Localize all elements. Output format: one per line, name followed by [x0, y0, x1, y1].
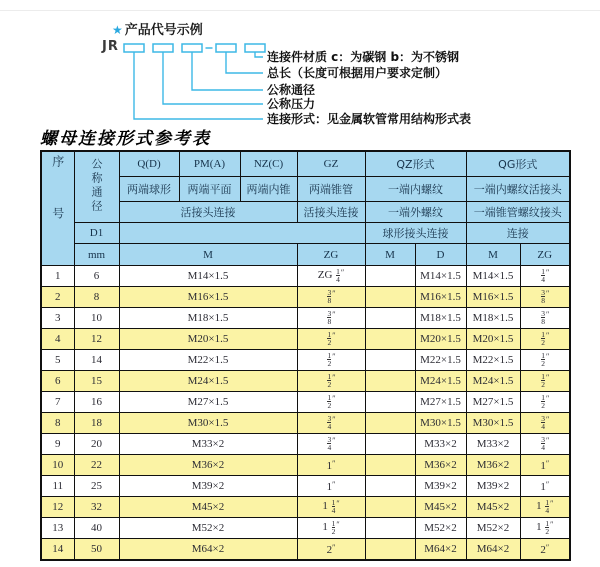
cell-qg-m: M16×1.5: [466, 287, 520, 308]
header-pm-code: PM(A): [179, 151, 240, 177]
header-d1: D1: [74, 223, 119, 244]
cell-thread-m: M45×2: [119, 497, 297, 518]
cell-gz-zg: $\frac{1}{2}$ ″: [297, 350, 365, 371]
cell-qg-zg: 1 $\frac{1}{2}$ ″: [520, 518, 570, 539]
header-qz-row3: 一端外螺纹: [365, 202, 466, 223]
header-union-conn: 活接头连接: [119, 202, 297, 223]
table-row: [41, 518, 570, 539]
header-qz-row2: 一端内螺纹: [365, 177, 466, 202]
table-row: [41, 497, 570, 518]
header-row-1: [41, 151, 570, 177]
cell-qz-m: [365, 392, 415, 413]
cell-gz-zg: 2″: [297, 539, 365, 561]
cell-seq: 13: [41, 518, 74, 539]
code-box-3: [182, 44, 202, 52]
connector-line-length: [226, 52, 263, 73]
header-q-code: Q(D): [119, 151, 179, 177]
table-row: [41, 476, 570, 497]
cell-gz-zg: $\frac{3}{4}$ ″: [297, 434, 365, 455]
connector-line-diameter: [192, 52, 263, 90]
header-nz-code: NZ(C): [240, 151, 297, 177]
cell-qz-d: M14×1.5: [415, 266, 466, 287]
diagram-label-diameter: 公称通径: [267, 83, 316, 97]
cell-dn: 14: [74, 350, 119, 371]
header-gz-conn: 活接头连接: [297, 202, 365, 223]
connector-line-connection: [134, 52, 263, 119]
header-row-2: [41, 177, 570, 202]
cell-gz-zg: $\frac{1}{2}$ ″: [297, 329, 365, 350]
cell-qg-m: M14×1.5: [466, 266, 520, 287]
header-qg-title: QG形式: [466, 151, 570, 177]
cell-gz-zg: $\frac{1}{2}$ ″: [297, 371, 365, 392]
cell-thread-m: M33×2: [119, 434, 297, 455]
cell-qz-m: [365, 266, 415, 287]
cell-seq: 6: [41, 371, 74, 392]
cell-qz-d: M22×1.5: [415, 350, 466, 371]
header-qg-row4: 连接: [466, 223, 570, 244]
cell-gz-zg: 1″: [297, 455, 365, 476]
cell-thread-m: M27×1.5: [119, 392, 297, 413]
cell-seq: 8: [41, 413, 74, 434]
cell-dn: 50: [74, 539, 119, 561]
cell-seq: 14: [41, 539, 74, 561]
header-mm: mm: [74, 244, 119, 266]
cell-dn: 25: [74, 476, 119, 497]
header-nz-desc: 两端内锥: [240, 177, 297, 202]
cell-thread-m: M36×2: [119, 455, 297, 476]
table-title: 螺母连接形式参考表: [40, 129, 211, 149]
diagram-heading: [112, 19, 203, 38]
table-row: [41, 413, 570, 434]
cell-gz-zg: $\frac{1}{2}$ ″: [297, 392, 365, 413]
cell-qg-zg: 1″: [520, 476, 570, 497]
header-row-3: [41, 202, 570, 223]
cell-qg-m: M39×2: [466, 476, 520, 497]
cell-gz-zg: $\frac{3}{8}$ ″: [297, 308, 365, 329]
table-row: [41, 266, 570, 287]
product-code-prefix: JR: [102, 39, 119, 54]
cell-qz-m: [365, 476, 415, 497]
table-row: [41, 392, 570, 413]
cell-qg-zg: $\frac{3}{8}$ ″: [520, 308, 570, 329]
cell-dn: 8: [74, 287, 119, 308]
cell-qg-m: M22×1.5: [466, 350, 520, 371]
cell-qg-m: M24×1.5: [466, 371, 520, 392]
table-row: [41, 434, 570, 455]
cell-gz-zg: 1″: [297, 476, 365, 497]
header-dn: 公称通径: [74, 151, 119, 223]
cell-gz-zg: 1 $\frac{1}{2}$ ″: [297, 518, 365, 539]
header-gz-desc: 两端锥管: [297, 177, 365, 202]
code-box-4: [216, 44, 236, 52]
cell-dn: 10: [74, 308, 119, 329]
cell-qz-d: M18×1.5: [415, 308, 466, 329]
cell-gz-zg: 1 $\frac{1}{4}$ ″: [297, 497, 365, 518]
diagram-label-material: 连接件材质 c：为碳钢 b：为不锈钢: [267, 50, 460, 64]
header-qz-unit-m: M: [365, 244, 415, 266]
product-code-diagram: [0, 0, 600, 140]
header-row-5: [41, 244, 570, 266]
cell-qg-zg: $\frac{1}{2}$ ″: [520, 392, 570, 413]
cell-qz-d: M39×2: [415, 476, 466, 497]
cell-qg-zg: $\frac{1}{2}$ ″: [520, 329, 570, 350]
cell-dn: 16: [74, 392, 119, 413]
cell-qg-zg: 2″: [520, 539, 570, 561]
cell-qz-d: M33×2: [415, 434, 466, 455]
cell-qg-m: M30×1.5: [466, 413, 520, 434]
connector-line-pressure: [163, 52, 263, 104]
diagram-label-length: 总长（长度可根据用户要求定制）: [267, 66, 448, 80]
cell-qg-zg: $\frac{1}{4}$ ″: [520, 266, 570, 287]
table-row: [41, 371, 570, 392]
header-q-desc: 两端球形: [119, 177, 179, 202]
header-qz-title: QZ形式: [365, 151, 466, 177]
cell-thread-m: M14×1.5: [119, 266, 297, 287]
cell-gz-zg: $\frac{3}{4}$ ″: [297, 413, 365, 434]
code-box-1: [124, 44, 144, 52]
cell-qg-m: M64×2: [466, 539, 520, 561]
header-gz-unit: ZG: [297, 244, 365, 266]
nut-connection-reference-table: [40, 150, 571, 561]
header-pm-desc: 两端平面: [179, 177, 240, 202]
cell-dn: 40: [74, 518, 119, 539]
cell-qg-zg: $\frac{1}{2}$ ″: [520, 371, 570, 392]
cell-qz-d: M36×2: [415, 455, 466, 476]
cell-seq: 4: [41, 329, 74, 350]
cell-dn: 6: [74, 266, 119, 287]
cell-thread-m: M20×1.5: [119, 329, 297, 350]
header-qz-row4: 球形接头连接: [365, 223, 466, 244]
table-row: [41, 329, 570, 350]
diagram-label-pressure: 公称压力: [267, 97, 316, 111]
cell-thread-m: M18×1.5: [119, 308, 297, 329]
cell-qg-zg: $\frac{3}{8}$ ″: [520, 287, 570, 308]
cell-thread-m: M64×2: [119, 539, 297, 561]
diagram-label-connection: 连接形式：见金属软管常用结构形式表: [267, 112, 472, 126]
table-row: [41, 308, 570, 329]
cell-qg-m: M36×2: [466, 455, 520, 476]
cell-qz-m: [365, 287, 415, 308]
table-row: [41, 287, 570, 308]
cell-thread-m: M52×2: [119, 518, 297, 539]
cell-dn: 15: [74, 371, 119, 392]
header-unit-m: M: [119, 244, 297, 266]
cell-qz-m: [365, 329, 415, 350]
cell-qz-m: [365, 539, 415, 561]
table-row: [41, 455, 570, 476]
header-qz-unit-d: D: [415, 244, 466, 266]
cell-thread-m: M16×1.5: [119, 287, 297, 308]
header-qg-row2: 一端内螺纹活接头: [466, 177, 570, 202]
star-icon: ★: [112, 23, 123, 37]
code-box-2: [153, 44, 173, 52]
cell-qz-m: [365, 371, 415, 392]
cell-qz-d: M30×1.5: [415, 413, 466, 434]
cell-qz-m: [365, 413, 415, 434]
cell-qz-m: [365, 455, 415, 476]
cell-seq: 2: [41, 287, 74, 308]
cell-seq: 7: [41, 392, 74, 413]
cell-qz-d: M16×1.5: [415, 287, 466, 308]
table-row: [41, 539, 570, 561]
cell-dn: 12: [74, 329, 119, 350]
cell-thread-m: M30×1.5: [119, 413, 297, 434]
cell-qg-zg: $\frac{1}{2}$ ″: [520, 350, 570, 371]
cell-dn: 18: [74, 413, 119, 434]
cell-qz-m: [365, 350, 415, 371]
cell-qg-m: M18×1.5: [466, 308, 520, 329]
cell-qz-d: M52×2: [415, 518, 466, 539]
cell-dn: 22: [74, 455, 119, 476]
cell-qz-d: M24×1.5: [415, 371, 466, 392]
cell-dn: 20: [74, 434, 119, 455]
cell-thread-m: M24×1.5: [119, 371, 297, 392]
cell-qg-zg: $\frac{3}{4}$ ″: [520, 413, 570, 434]
cell-qg-m: M52×2: [466, 518, 520, 539]
cell-gz-zg: ZG $\frac{1}{4}$ ″: [297, 266, 365, 287]
table-header: [41, 151, 570, 266]
cell-seq: 10: [41, 455, 74, 476]
table-row: [41, 350, 570, 371]
table-body: [41, 266, 570, 561]
cell-seq: 11: [41, 476, 74, 497]
cell-qz-d: M64×2: [415, 539, 466, 561]
cell-qz-d: M45×2: [415, 497, 466, 518]
cell-qg-zg: 1″: [520, 455, 570, 476]
cell-seq: 5: [41, 350, 74, 371]
cell-seq: 9: [41, 434, 74, 455]
cell-qz-m: [365, 434, 415, 455]
cell-seq: 12: [41, 497, 74, 518]
cell-qz-d: M27×1.5: [415, 392, 466, 413]
cell-qz-m: [365, 518, 415, 539]
header-empty-cell: [119, 223, 365, 244]
cell-gz-zg: $\frac{3}{8}$ ″: [297, 287, 365, 308]
header-seq: 序号: [41, 151, 74, 266]
cell-qg-m: M45×2: [466, 497, 520, 518]
cell-dn: 32: [74, 497, 119, 518]
cell-thread-m: M22×1.5: [119, 350, 297, 371]
header-qg-row3: 一端锥管螺纹接头: [466, 202, 570, 223]
cell-qg-m: M27×1.5: [466, 392, 520, 413]
header-qg-unit-m: M: [466, 244, 520, 266]
cell-seq: 1: [41, 266, 74, 287]
cell-qz-m: [365, 308, 415, 329]
cell-qg-zg: $\frac{3}{4}$ ″: [520, 434, 570, 455]
code-box-5: [245, 44, 265, 52]
cell-thread-m: M39×2: [119, 476, 297, 497]
cell-seq: 3: [41, 308, 74, 329]
header-row-4: [41, 223, 570, 244]
diagram-heading-text: 产品代号示例: [124, 23, 203, 38]
header-qg-unit-zg: ZG: [520, 244, 570, 266]
header-gz-code: GZ: [297, 151, 365, 177]
cell-qg-m: M20×1.5: [466, 329, 520, 350]
cell-qz-m: [365, 497, 415, 518]
cell-qg-zg: 1 $\frac{1}{4}$ ″: [520, 497, 570, 518]
cell-qg-m: M33×2: [466, 434, 520, 455]
cell-qz-d: M20×1.5: [415, 329, 466, 350]
